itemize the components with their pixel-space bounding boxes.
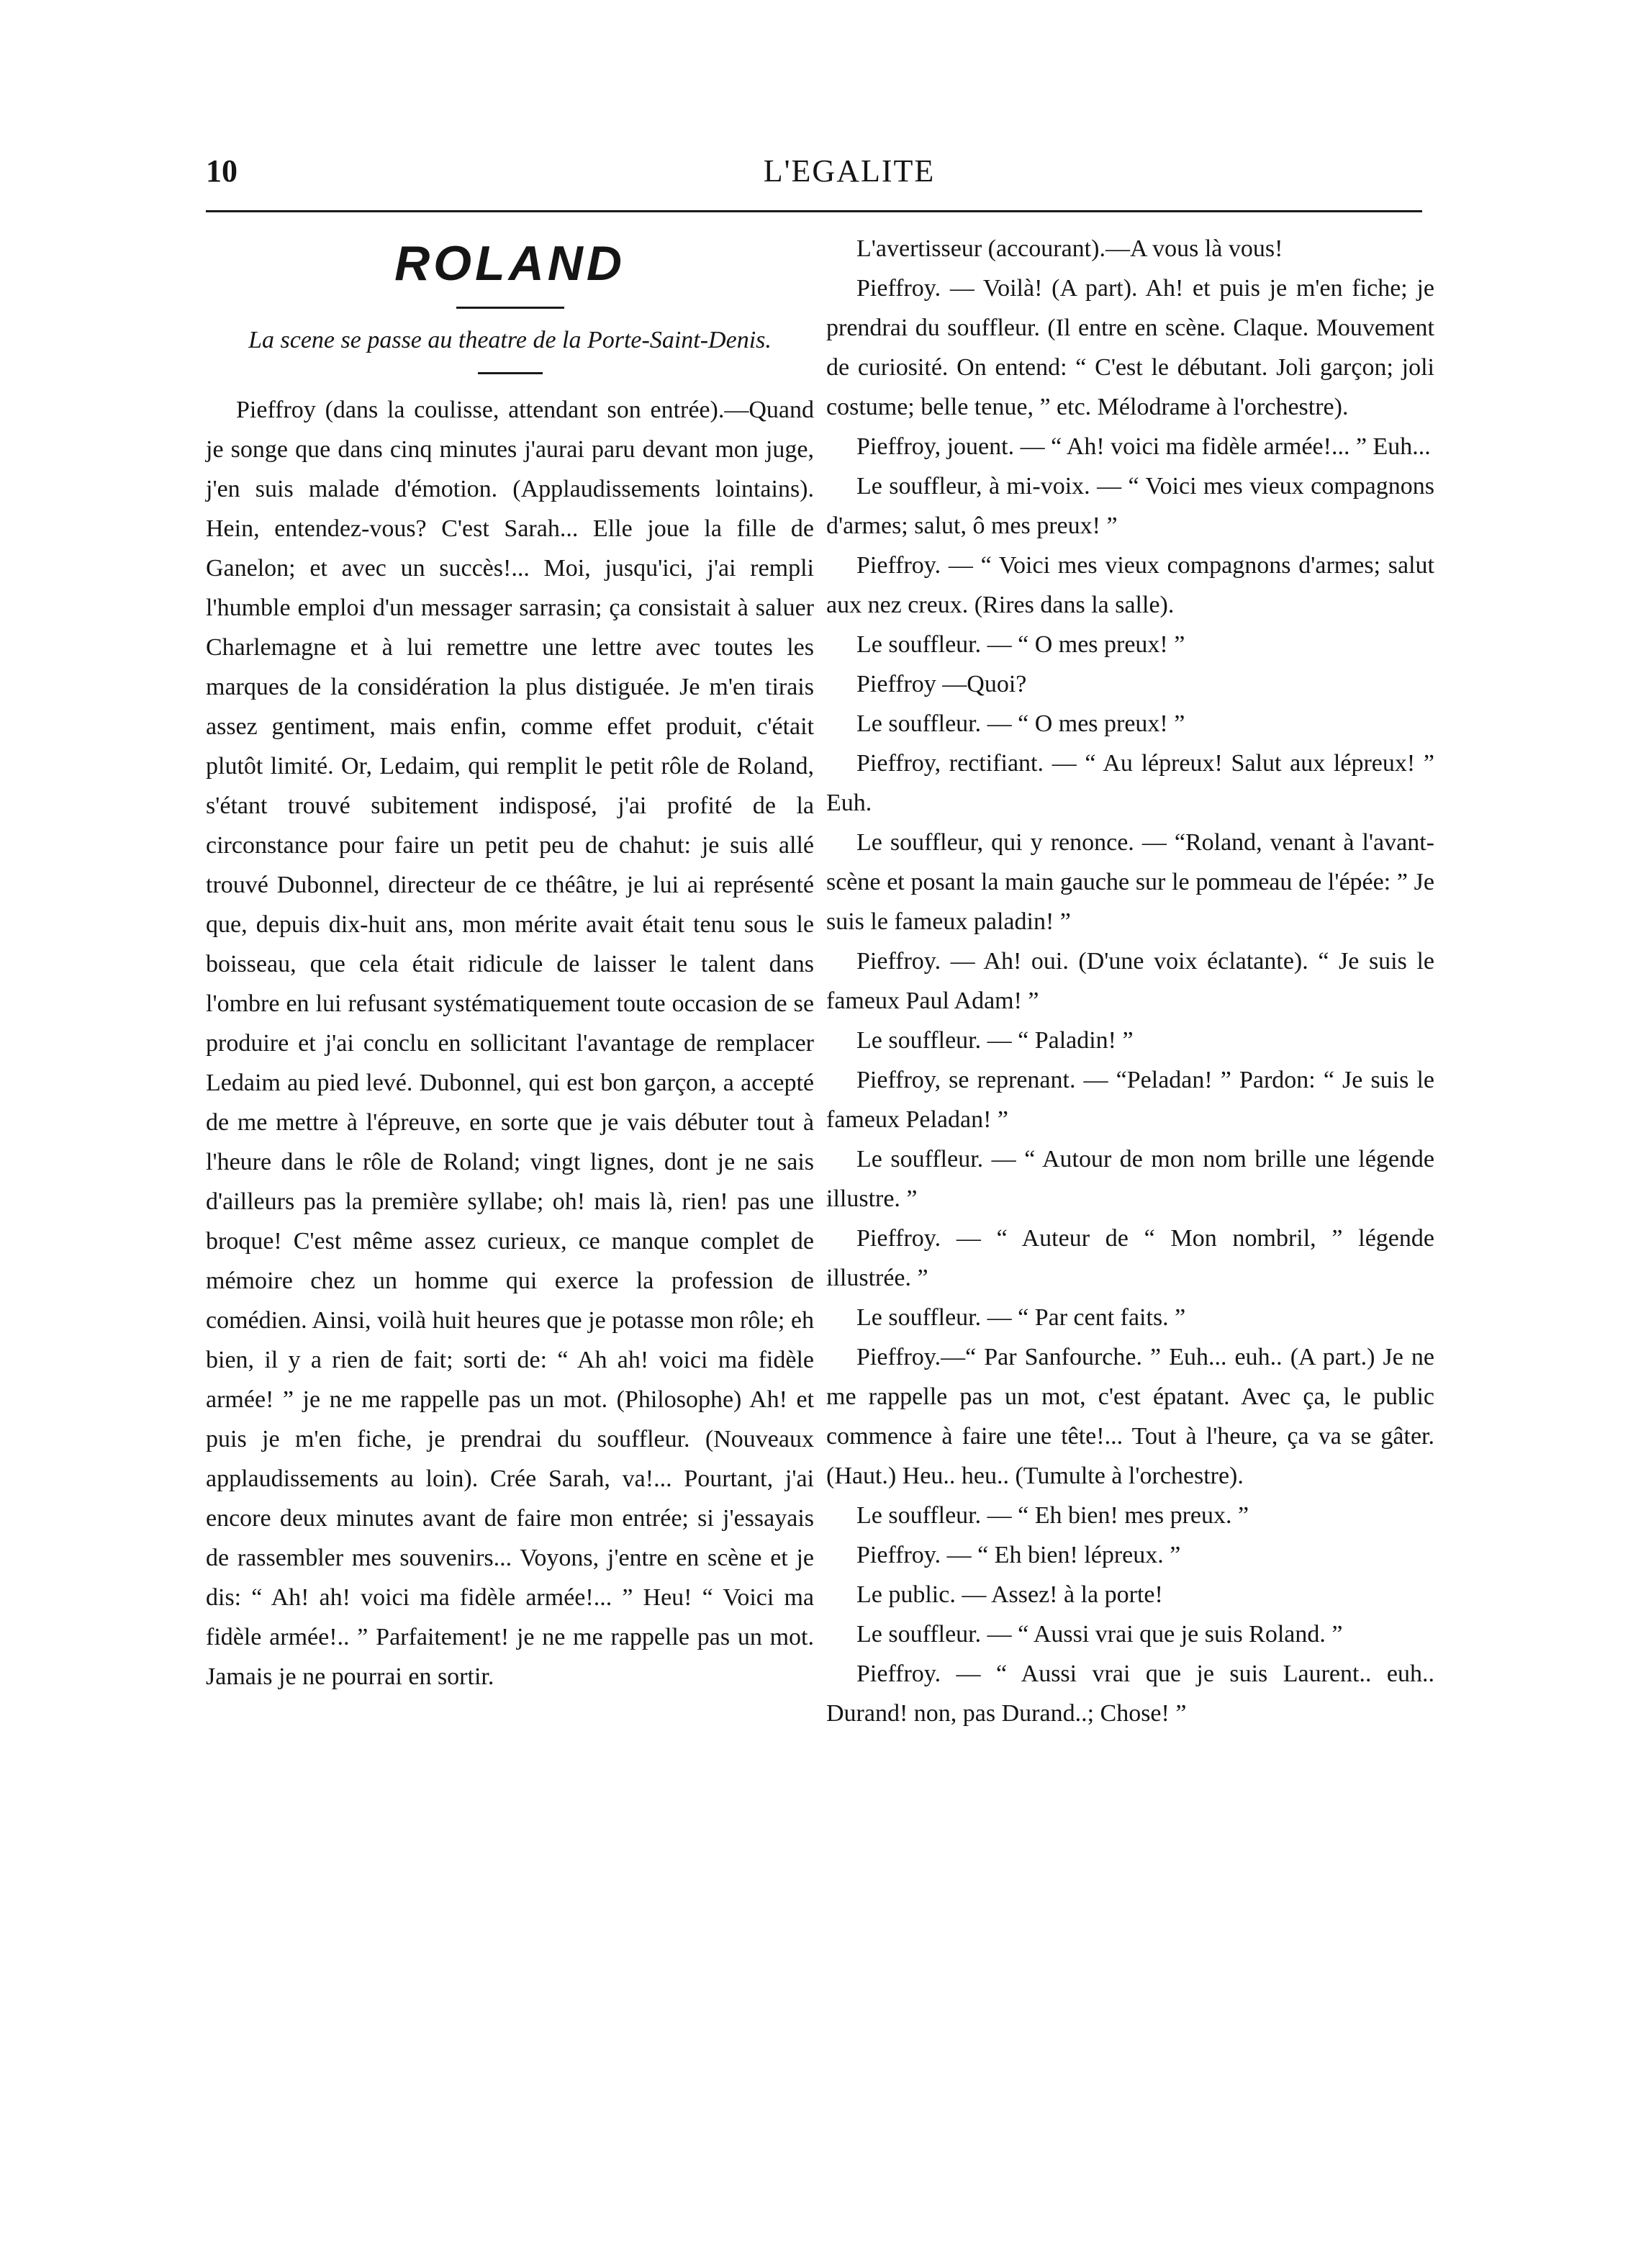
left-column — [206, 229, 814, 1697]
paragraph: Pieffroy, rectifiant. — “ Au lépreux! Salut aux lépreux! ” Euh. — [826, 750, 1434, 816]
paragraph: Pieffroy. — “ Aussi vrai que je suis Laurent.. euh.. Durand! non, pas Durand..; Chose! ” — [826, 1661, 1434, 1727]
left-column-body — [206, 390, 814, 1697]
paragraph: Le souffleur. — “ Par cent faits. ” — [856, 1304, 1186, 1331]
right-column — [826, 229, 1434, 1733]
paragraph: Le souffleur. — “ O mes preux! ” — [856, 631, 1185, 658]
paragraph: Le souffleur, qui y renonce. — “Roland, venant à l'avant-scène et posant la main gauche sur le pommeau de l'épée: ” Je suis le fameux paladin! ” — [826, 829, 1434, 935]
paragraph: Pieffroy (dans la coulisse, attendant son entrée).—Quand je songe que dans cinq minutes j'aurai paru devant mon juge, j'en suis malade d'émotion. (Applaudissements lointains). Hein, entendez-vous? C'est Sarah... Elle joue la fille de Ganelon; et avec un succès!... Moi, jusqu'ici, j'ai rempli l'humble emploi d'un messager sarrasin; ça consistait à saluer Charlemagne et à lui remettre une lettre avec toutes les marques de la considération la plus distiguée. Je m'en tirais assez gentiment, mais enfin, comme effet produit, c'était plutôt limité. Or, Ledaim, qui remplit le petit rôle de Roland, s'étant trouvé subitement indisposé, j'ai profité de la circonstance pour faire un petit peu de chahut: je suis allé trouvé Dubonnel, directeur de ce théâtre, je lui ai représenté que, depuis dix-huit ans, mon mérite avait était tenu sous le boisseau, que cela était ridicule de laisser le talent dans l'ombre en lui refusant systématiquement toute occasion de se produire et j'ai conclu en sollicitant l'avantage de remplacer Ledaim au pied levé. Dubonnel, qui est bon garçon, a accepté de me mettre à l'épreuve, en sorte que je vais débuter tout à l'heure dans le rôle de Roland; vingt lignes, dont je ne sais d'ailleurs pas la première syllabe; oh! mais là, rien! pas une broque! C'est même assez curieux, ce manque complet de mémoire chez un homme qui exerce la profession de comédien. Ainsi, voilà huit heures que je potasse mon rôle; eh bien, il y a rien de fait; sorti de: “ Ah ah! voici ma fidèle armée! ” je ne me rappelle pas un mot. (Philosophe) Ah! et puis je m'en fiche, je prendrai du souffleur. (Nouveaux applaudissements au loin). Crée Sarah, va!... Pourtant, j'ai encore deux minutes avant de faire mon entrée; si j'essayais de rassembler mes souvenirs... Voyons, j'entre en scène et je dis: “ Ah! ah! voici ma fidèle armée!... ” Heu! “ Voici ma fidèle armée!.. ” Parfaitement! je ne me rappelle pas un mot. Jamais je ne pourrai en sortir. — [206, 397, 814, 1690]
paragraph: Pieffroy. — “ Auteur de “ Mon nombril, ” légende illustrée. ” — [826, 1225, 1434, 1291]
article-heading — [206, 233, 814, 374]
page-number: 10 — [206, 153, 238, 189]
paragraph: Le souffleur. — “ O mes preux! ” — [856, 710, 1185, 737]
paragraph: Pieffroy. — “ Voici mes vieux compagnons d'armes; salut aux nez creux. (Rires dans la salle). — [826, 552, 1434, 618]
paragraph: Pieffroy, se reprenant. — “Peladan! ” Pardon: “ Je suis le fameux Peladan! ” — [826, 1067, 1434, 1133]
paragraph: Le souffleur. — “ Eh bien! mes preux. ” — [856, 1502, 1249, 1529]
paragraph: Le souffleur. — “ Paladin! ” — [856, 1027, 1134, 1054]
article-title: ROLAND — [394, 236, 625, 291]
right-column-body — [826, 229, 1434, 1733]
paragraph: Pieffroy. — Ah! oui. (D'une voix éclatante). “ Je suis le fameux Paul Adam! ” — [826, 948, 1434, 1014]
paragraph: Le souffleur. — “ Aussi vrai que je suis Roland. ” — [856, 1621, 1343, 1648]
paragraph: Pieffroy, jouent. — “ Ah! voici ma fidèle armée!... ” Euh... — [856, 433, 1431, 460]
paragraph: Le souffleur. — “ Autour de mon nom brille une légende illustre. ” — [826, 1146, 1434, 1212]
paragraph: Le souffleur, à mi-voix. — “ Voici mes vieux compagnons d'armes; salut, ô mes preux! ” — [826, 473, 1434, 539]
paragraph: Pieffroy.—“ Par Sanfourche. ” Euh... euh.. (A part.) Je ne me rappelle pas un mot, c'est épatant. Avec ça, le public commence à faire une tête!... Tout à l'heure, ça va se gâter. (Haut.) Heu.. heu.. (Tumulte à l'orchestre). — [826, 1344, 1434, 1489]
paragraph: L'avertisseur (accourant).—A vous là vous! — [856, 235, 1283, 262]
section-rule — [478, 372, 543, 374]
title-rule — [456, 307, 564, 309]
article-subtitle: La scene se passe au theatre de la Porte-Saint-Denis. — [248, 327, 772, 353]
running-title: L'EGALITE — [763, 153, 936, 189]
paragraph: Pieffroy. — Voilà! (A part). Ah! et puis je m'en fiche; je prendrai du souffleur. (Il entre en scène. Claque. Mouvement de curiosité. On entend: “ C'est le débutant. Joli garçon; joli costume; belle tenue, ” etc. Mélodrame à l'orchestre). — [826, 275, 1434, 420]
paragraph: Pieffroy. — “ Eh bien! lépreux. ” — [856, 1542, 1181, 1568]
paragraph: Pieffroy —Quoi? — [856, 671, 1027, 697]
header-rule — [206, 210, 1422, 212]
paragraph: Le public. — Assez! à la porte! — [856, 1581, 1163, 1608]
